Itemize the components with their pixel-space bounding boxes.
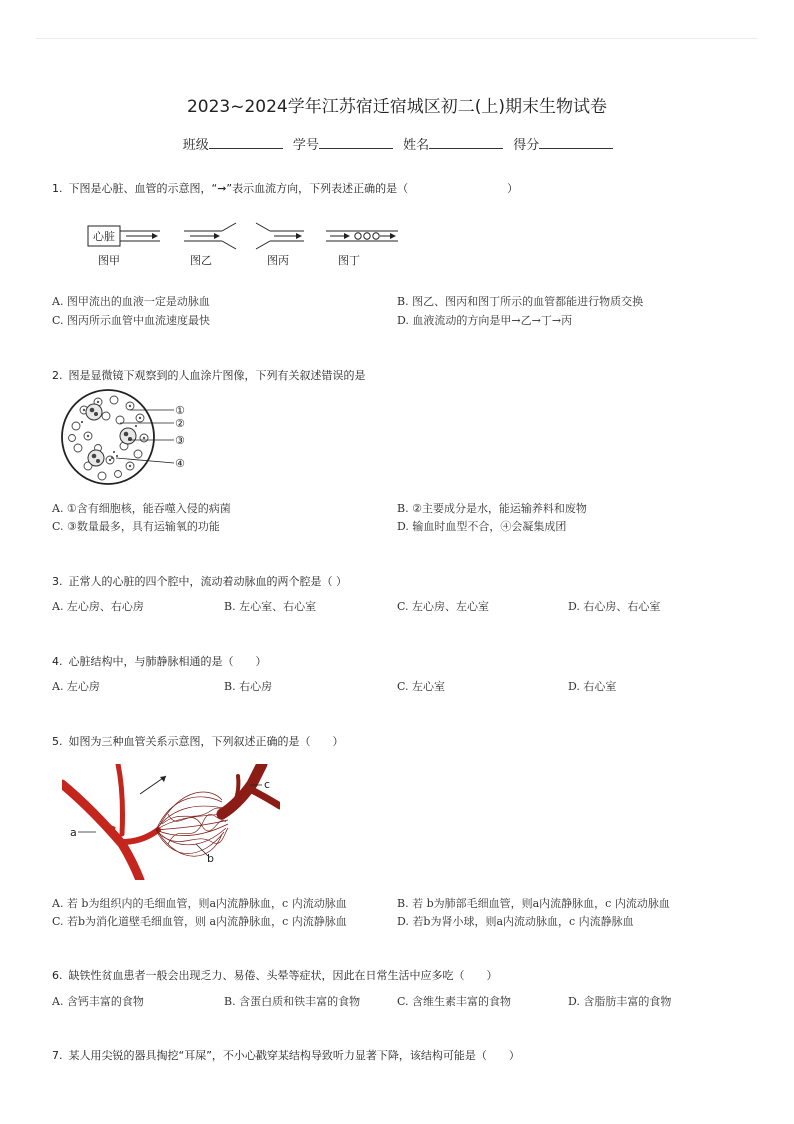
- arrow-icon: [344, 233, 350, 239]
- field-score-label: 得分: [513, 138, 540, 153]
- q4-option-a[interactable]: A. 左心房: [52, 680, 100, 693]
- q4-option-b[interactable]: B. 右心房: [224, 680, 273, 693]
- fig-label-yi: 图乙: [190, 254, 212, 267]
- blood-cell-icon: [355, 233, 361, 239]
- q2-blood-smear-figure: [58, 386, 198, 488]
- marker-4: ④: [175, 457, 185, 470]
- q2-option-d[interactable]: D. 输血时血型不合，④会凝集成团: [397, 520, 567, 533]
- q5-option-c[interactable]: C. 若b为消化道壁毛细血管，则 a内流静脉血，c 内流静脉血: [52, 915, 347, 928]
- question-6: [52, 967, 498, 983]
- question-stem: 正常人的心脏的四个腔中，流动着动脉血的两个腔是（ ）: [68, 575, 347, 588]
- field-name-label: 姓名: [403, 138, 430, 153]
- q6-option-c[interactable]: C. 含维生素丰富的食物: [397, 995, 512, 1008]
- fig-label-jia: 图甲: [98, 254, 120, 267]
- q3-option-b[interactable]: B. 左心室、右心室: [224, 600, 317, 613]
- question-number: 3.: [52, 575, 63, 588]
- heart-label: 心脏: [93, 230, 115, 243]
- arrow-icon: [214, 233, 220, 239]
- fig-label-bing: 图丙: [267, 254, 289, 267]
- question-2: [52, 367, 366, 383]
- fig-label-ding: 图丁: [338, 254, 360, 267]
- q3-option-a[interactable]: A. 左心房、右心房: [52, 600, 144, 613]
- blood-cell-icon: [364, 233, 370, 239]
- page-title: 2023~2024学年江苏宿迁宿城区初二(上)期末生物试卷: [186, 97, 608, 117]
- question-stem: 如图为三种血管关系示意图，下列叙述正确的是（ ）: [68, 735, 344, 748]
- question-stem: 某人用尖锐的器具掏挖“耳屎”，不小心戳穿某结构导致听力显著下降，该结构可能是（ ）: [68, 1049, 520, 1062]
- question-number: 5.: [52, 735, 63, 748]
- q2-option-c[interactable]: C. ③数量最多，具有运输氧的功能: [52, 520, 220, 533]
- q6-option-a[interactable]: A. 含钙丰富的食物: [52, 995, 144, 1008]
- field-score-blank[interactable]: [539, 136, 613, 149]
- arrow-icon: [152, 233, 158, 239]
- q3-option-d[interactable]: D. 右心房、右心室: [568, 600, 661, 613]
- question-7: [52, 1047, 520, 1063]
- question-stem: 缺铁性贫血患者一般会出现乏力、易倦、头晕等症状，因此在日常生活中应多吃（ ）: [68, 969, 498, 982]
- q2-option-a[interactable]: A. ①含有细胞核，能吞噬入侵的病菌: [52, 502, 231, 515]
- field-number-blank[interactable]: [319, 136, 393, 149]
- q3-option-c[interactable]: C. 左心房、左心室: [397, 600, 490, 613]
- question-4: [52, 653, 267, 669]
- question-number: 6.: [52, 969, 63, 982]
- q5-option-a[interactable]: A. 若 b为组织内的毛细血管，则a内流静脉血，c 内流动脉血: [52, 897, 347, 910]
- q4-option-d[interactable]: D. 右心室: [568, 680, 617, 693]
- marker-1: ①: [175, 404, 185, 417]
- top-rule: [36, 38, 758, 39]
- q2-option-b[interactable]: B. ②主要成分是水，能运输养料和废物: [397, 502, 587, 515]
- q5-option-d[interactable]: D. 若b为肾小球，则a内流动脉血，c 内流静脉血: [397, 915, 634, 928]
- arrow-icon: [296, 233, 302, 239]
- question-stem: 下图是心脏、血管的示意图，“➞”表示血流方向，下列表述正确的是（ ）: [68, 182, 519, 195]
- q6-option-b[interactable]: B. 含蛋白质和铁丰富的食物: [224, 995, 361, 1008]
- field-name-blank[interactable]: [429, 136, 503, 149]
- q4-option-c[interactable]: C. 左心室: [397, 680, 446, 693]
- label-b: b: [207, 852, 214, 865]
- question-stem: 心脏结构中，与肺静脉相通的是（ ）: [68, 655, 267, 668]
- student-info-fields: [0, 134, 794, 153]
- label-a: a: [70, 826, 77, 839]
- blood-cell-icon: [373, 233, 379, 239]
- question-5: [52, 733, 344, 749]
- question-number: 4.: [52, 655, 63, 668]
- field-class-blank[interactable]: [209, 136, 283, 149]
- q1-option-d[interactable]: D. 血液流动的方向是甲→乙→丁→丙: [397, 314, 573, 327]
- field-class-label: 班级: [182, 138, 209, 153]
- marker-3: ③: [175, 434, 185, 447]
- question-number: 1.: [52, 182, 63, 195]
- q6-option-d[interactable]: D. 含脂肪丰富的食物: [568, 995, 672, 1008]
- q5-option-b[interactable]: B. 若 b为肺部毛细血管，则a内流静脉血，c 内流动脉血: [397, 897, 670, 910]
- question-number: 2.: [52, 369, 63, 382]
- field-number-label: 学号: [292, 138, 319, 153]
- q1-option-a[interactable]: A. 图甲流出的血液一定是动脉血: [52, 295, 210, 308]
- q1-option-b[interactable]: B. 图乙、图丙和图丁所示的血管都能进行物质交换: [397, 295, 644, 308]
- question-stem: 图是显微镜下观察到的人血涂片图像，下列有关叙述错误的是: [68, 369, 366, 382]
- label-c: c: [264, 778, 271, 791]
- q1-option-c[interactable]: C. 图丙所示血管中血流速度最快: [52, 314, 211, 327]
- question-3: [52, 573, 347, 589]
- question-1: [52, 180, 518, 196]
- q1-figure: [80, 218, 420, 273]
- arrow-icon: [390, 233, 396, 239]
- q5-vessel-figure: [62, 764, 280, 880]
- question-number: 7.: [52, 1049, 63, 1062]
- marker-2: ②: [175, 417, 185, 430]
